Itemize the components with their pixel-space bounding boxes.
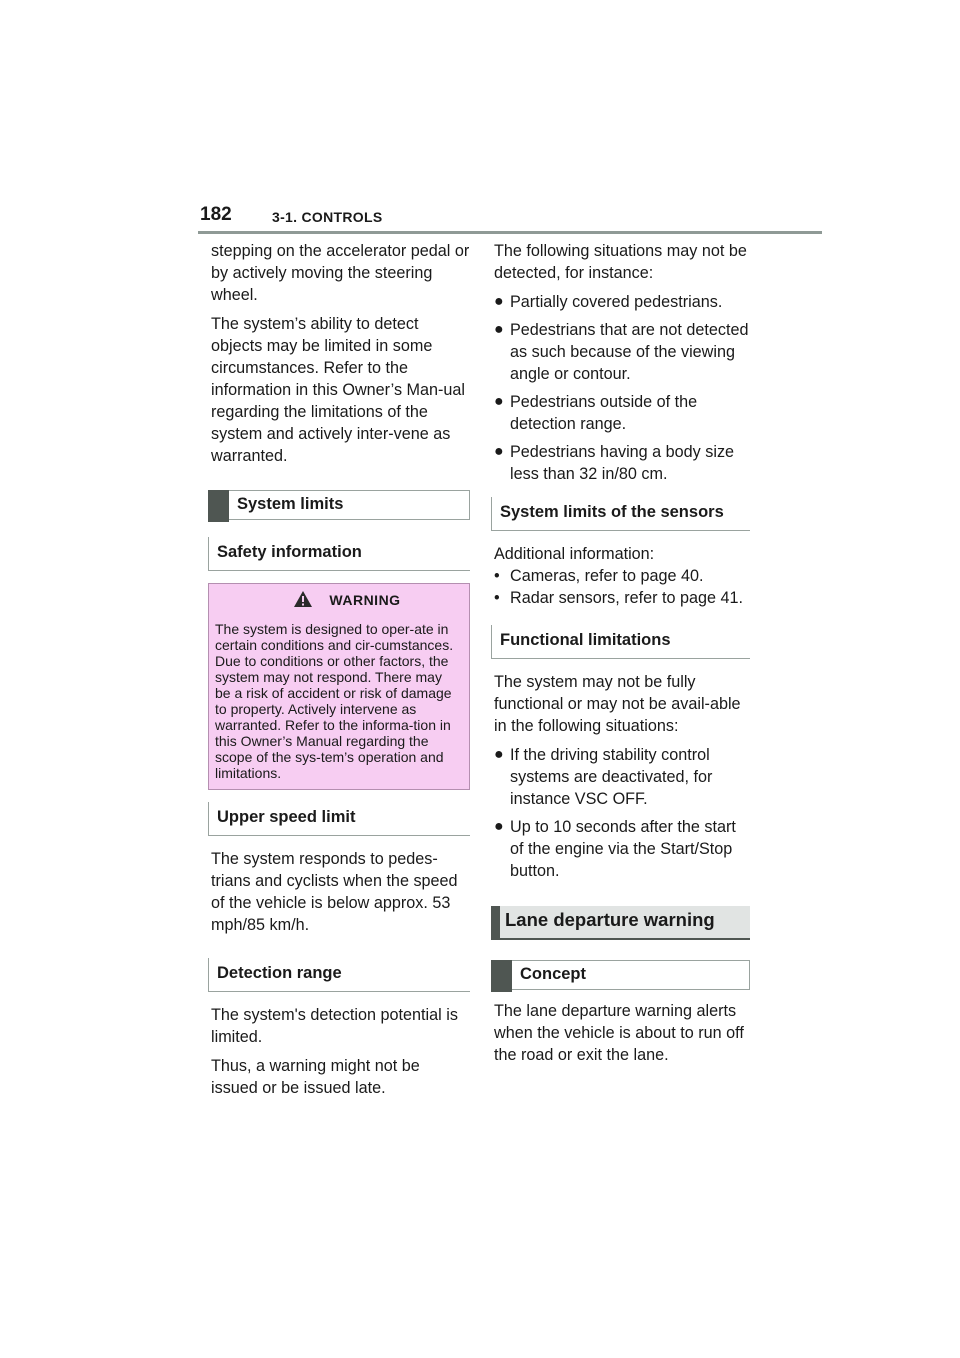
heading-bar (491, 960, 512, 992)
paragraph: Thus, a warning might not be issued or be issued late. (211, 1057, 420, 1097)
heading-label: System limits of the sensors (500, 503, 724, 521)
paragraph: The system may not be fully functional or may not be avail-able in the following situations: (494, 673, 741, 735)
paragraph: stepping on the accelerator pedal or by actively moving the steering wheel. (211, 242, 470, 304)
heading-label: Concept (520, 965, 586, 983)
paragraph: The lane departure warning alerts when the vehicle is about to run off the road or exit the lane. (494, 1002, 744, 1064)
paragraph: The system responds to pedes-trians and cyclists when the speed of the vehicle is below approx. 53 mph/85 km/h. (211, 850, 458, 934)
heading-bar (208, 490, 229, 522)
paragraph: The system’s ability to detect objects may be limited in some circumstances. Refer to the information in this Owner’s Man-ual regarding the limitations of the system and actively inter-vene as warranted. (211, 315, 466, 465)
warning-label: WARNING (329, 592, 401, 608)
paragraph: The following situations may not be detected, for instance: (494, 242, 747, 282)
heading-label: Lane departure warning (505, 909, 715, 930)
bullet-icon: ● (494, 818, 504, 835)
upper-speed-limit-heading (208, 802, 470, 836)
bullet-list (491, 744, 750, 882)
heading-label: System limits (237, 495, 344, 513)
section-title: 3-1. CONTROLS (272, 209, 383, 225)
list-item: ● Pedestrians outside of the detection range. (494, 393, 698, 433)
list-item: ● Up to 10 seconds after the start of the engine via the Start/Stop button. (494, 818, 736, 880)
bullet-icon: ● (494, 443, 504, 460)
heading-label: Detection range (217, 964, 342, 982)
safety-information-heading (208, 537, 470, 571)
warning-triangle-icon (293, 590, 313, 611)
heading-label: Functional limitations (500, 631, 671, 649)
detection-range-heading (208, 958, 470, 992)
list-item: ● Pedestrians that are not detected as such because of the viewing angle or contour. (494, 321, 749, 383)
lane-departure-heading (491, 906, 750, 940)
warning-title (233, 590, 461, 611)
page-number: 182 (200, 204, 232, 225)
heading-bar (491, 906, 500, 940)
list-item: ● Pedestrians having a body size less than 32 in/80 cm. (494, 443, 735, 483)
concept-heading (491, 960, 750, 990)
list-item: ● If the driving stability control systems are deactivated, for instance VSC OFF. (494, 746, 713, 808)
warning-text: The system is designed to oper-ate in certain conditions and cir-cumstances. Due to conditions or other factors, the system may not respond. There may be a risk of accident or risk of damage to property. Actively intervene as warranted. Refer to the informa-tion in this Owner’s Manual regarding the scope of the sys-tem’s operation and limitations. (215, 621, 454, 781)
sensor-limits-heading (491, 497, 750, 531)
bullet-list (491, 291, 750, 485)
list-item: ● Partially covered pedestrians. (494, 293, 723, 311)
functional-limitations-heading (491, 625, 750, 659)
bullet-icon: ● (494, 746, 504, 763)
heading-label: Upper speed limit (217, 808, 356, 826)
paragraph: Additional information: (494, 545, 655, 563)
heading-label: Safety information (217, 543, 362, 561)
bullet-icon: ● (494, 393, 504, 410)
paragraph: The system's detection potential is limited. (211, 1006, 458, 1046)
right-column (491, 240, 750, 1073)
list-item: • Radar sensors, refer to page 41. (494, 589, 744, 607)
header-rule (198, 231, 822, 234)
bullet-icon: ● (494, 321, 504, 338)
system-limits-heading (208, 490, 470, 520)
dash-list (491, 565, 750, 609)
left-column (208, 240, 470, 1106)
warning-box (208, 583, 470, 790)
list-item: • Cameras, refer to page 40. (494, 567, 704, 585)
bullet-icon: ● (494, 293, 504, 310)
